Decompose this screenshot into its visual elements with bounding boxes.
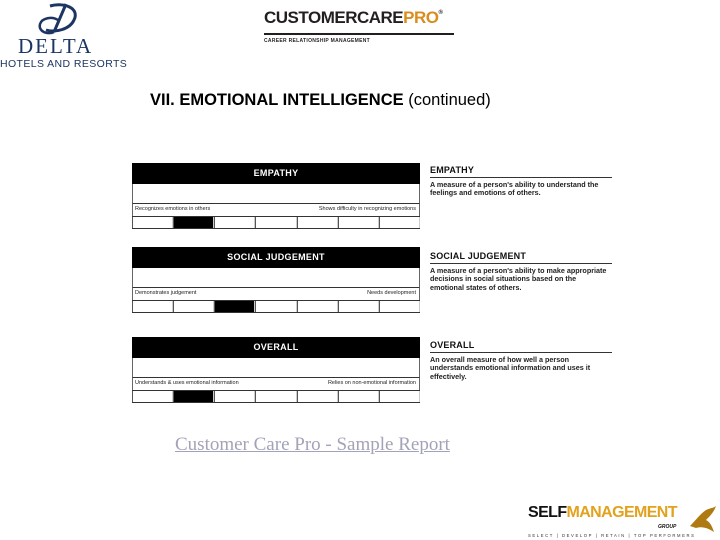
rating-box [297, 301, 338, 312]
sm-group-label: GROUP [658, 524, 677, 530]
customer-care-pro-logo [264, 8, 464, 48]
scale-right-label: Needs development [367, 290, 416, 296]
rating-box [214, 391, 255, 402]
rating-box [338, 301, 379, 312]
rating-box [379, 301, 420, 312]
self-management-logo [528, 504, 720, 540]
rating-box [132, 391, 173, 402]
sm-wordmark: SELFMANAGEMENT [528, 504, 677, 521]
scale-title: EMPATHY [132, 163, 420, 184]
scale-left-label: Understands & uses emotional information [135, 380, 239, 386]
scale-left-label: Demonstrates judgement [135, 290, 197, 296]
scale-overall [132, 337, 420, 403]
description-social-judgement [430, 251, 612, 292]
rating-box [338, 217, 379, 228]
rating-box [132, 301, 173, 312]
rating-box-selected [173, 391, 214, 402]
rating-box [173, 301, 214, 312]
description-title: OVERALL [430, 340, 475, 350]
scale-title: OVERALL [132, 337, 420, 358]
scale-boxes [132, 300, 420, 313]
rating-box [132, 217, 173, 228]
scale-empathy [132, 163, 420, 229]
delta-wordmark: DELTA [18, 34, 94, 58]
rating-box-selected [214, 301, 255, 312]
scale-boxes [132, 390, 420, 403]
rating-box [255, 301, 296, 312]
rating-box [338, 391, 379, 402]
sm-tagline: SELECT | DEVELOP | RETAIN | TOP PERFORMERS [528, 533, 696, 538]
description-text: A measure of a person's ability to understand the feelings and emotions of others. [430, 180, 599, 198]
rating-box [379, 391, 420, 402]
delta-subtitle: HOTELS AND RESORTS [0, 58, 128, 70]
description-empathy [430, 165, 612, 198]
rating-box [214, 217, 255, 228]
description-title: EMPATHY [430, 165, 475, 175]
scale-social-judgement [132, 247, 420, 313]
description-text: A measure of a person's ability to make appropriate decisions in social situations based on the emotional states of others. [430, 266, 607, 292]
delta-d-mark-icon [30, 2, 90, 36]
scale-right-label: Relies on non-emotional information [327, 380, 416, 386]
rating-box [297, 217, 338, 228]
scale-boxes [132, 216, 420, 229]
eagle-icon [688, 504, 718, 534]
ccp-rule [264, 33, 454, 35]
description-title: SOCIAL JUDGEMENT [430, 251, 527, 261]
scale-right-label: Shows difficulty in recognizing emotions [318, 206, 416, 212]
ccp-subtitle: CAREER RELATIONSHIP MANAGEMENT [264, 38, 371, 44]
rating-box [255, 391, 296, 402]
scale-title: SOCIAL JUDGEMENT [132, 247, 420, 268]
rating-box [255, 217, 296, 228]
sample-report-link[interactable]: Customer Care Pro - Sample Report [175, 434, 450, 455]
scale-left-label: Recognizes emotions in others [135, 206, 211, 212]
rating-box-selected [173, 217, 214, 228]
rating-box [297, 391, 338, 402]
description-text: An overall measure of how well a person understands emotional information and uses it effectively. [430, 355, 591, 381]
rating-box [379, 217, 420, 228]
description-overall [430, 340, 612, 381]
delta-logo [0, 0, 130, 75]
ccp-wordmark: CUSTOMERCAREPRO® [264, 8, 443, 27]
page-title: VII. EMOTIONAL INTELLIGENCE (continued) [150, 91, 491, 109]
